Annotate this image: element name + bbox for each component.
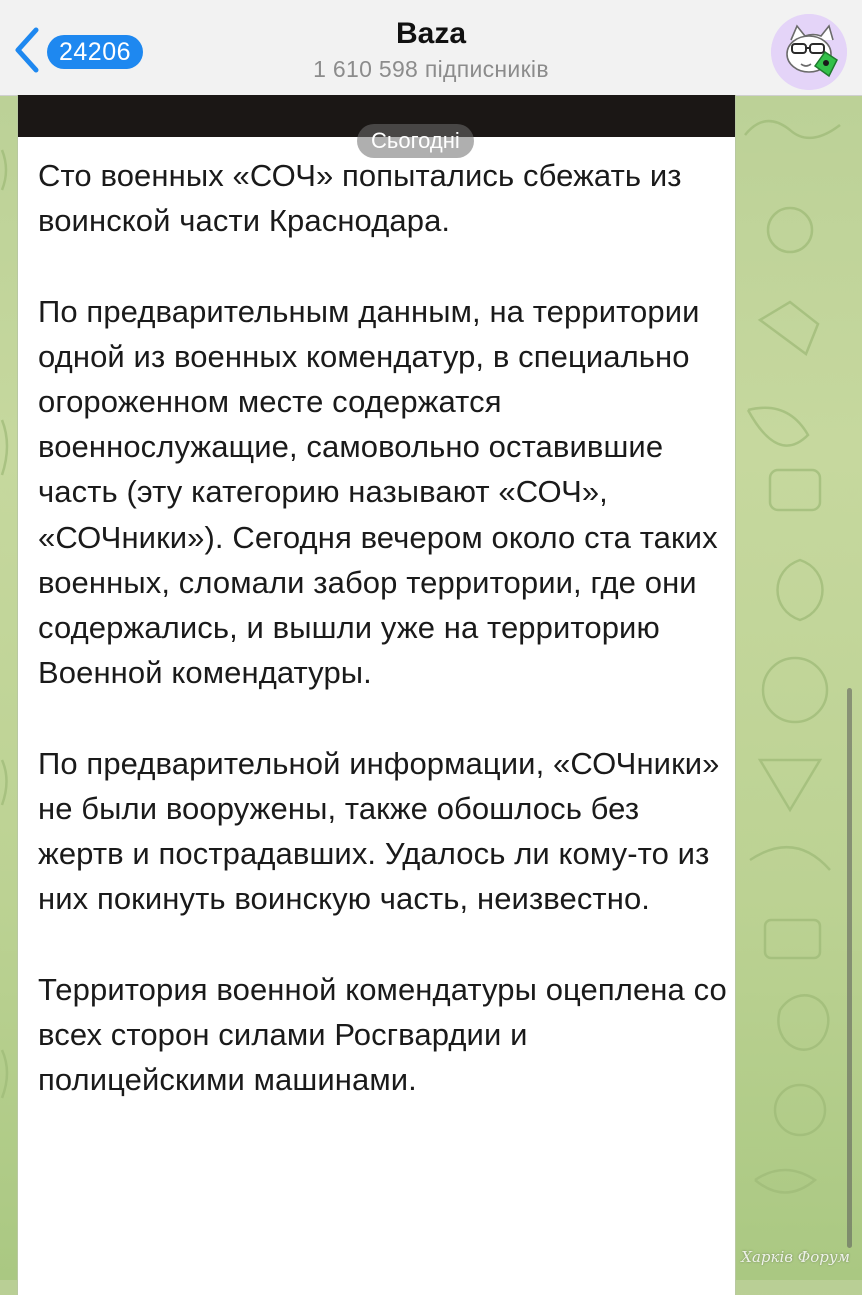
channel-title-block[interactable] bbox=[231, 14, 631, 84]
watermark: Харків Форум bbox=[741, 1248, 850, 1266]
unread-count-badge: 24206 bbox=[47, 35, 143, 69]
scrollbar[interactable] bbox=[847, 688, 852, 1248]
subscriber-count: 1 610 598 підписників bbox=[313, 56, 549, 82]
message-paragraph: По предварительным данным, на территории одной из военных комендатур, в специально огороженном месте содержатся военнослужащие, самовольно оставившие часть (эту категорию называют «СОЧ», «СОЧники»). Сегодня вечером около ста таких военных, сломали забор территории, где они содержались, и вышли уже на территорию Военной комендатуры. bbox=[38, 293, 718, 691]
message-paragraph: Сто военных «СОЧ» попытались сбежать из воинской части Краснодара. bbox=[38, 158, 682, 239]
chevron-left-icon bbox=[10, 26, 44, 74]
message-paragraph: По предварительной информации, «СОЧники» не были вооружены, также обошлось без жертв и пострадавших. Удалось ли кому-то из них покинуть воинскую часть, неизвестно. bbox=[38, 745, 720, 917]
channel-avatar[interactable] bbox=[771, 14, 847, 90]
message-paragraph: Территория военной комендатуры оцеплена со всех сторон силами Росгвардии и полицейскими машинами. bbox=[38, 971, 727, 1098]
date-separator: Сьогодні bbox=[357, 124, 474, 158]
channel-avatar-cat-icon bbox=[771, 14, 847, 90]
message-text bbox=[38, 153, 728, 1147]
channel-name: Baza bbox=[395, 17, 467, 50]
back-button[interactable] bbox=[10, 22, 160, 78]
chat-header bbox=[0, 0, 862, 96]
